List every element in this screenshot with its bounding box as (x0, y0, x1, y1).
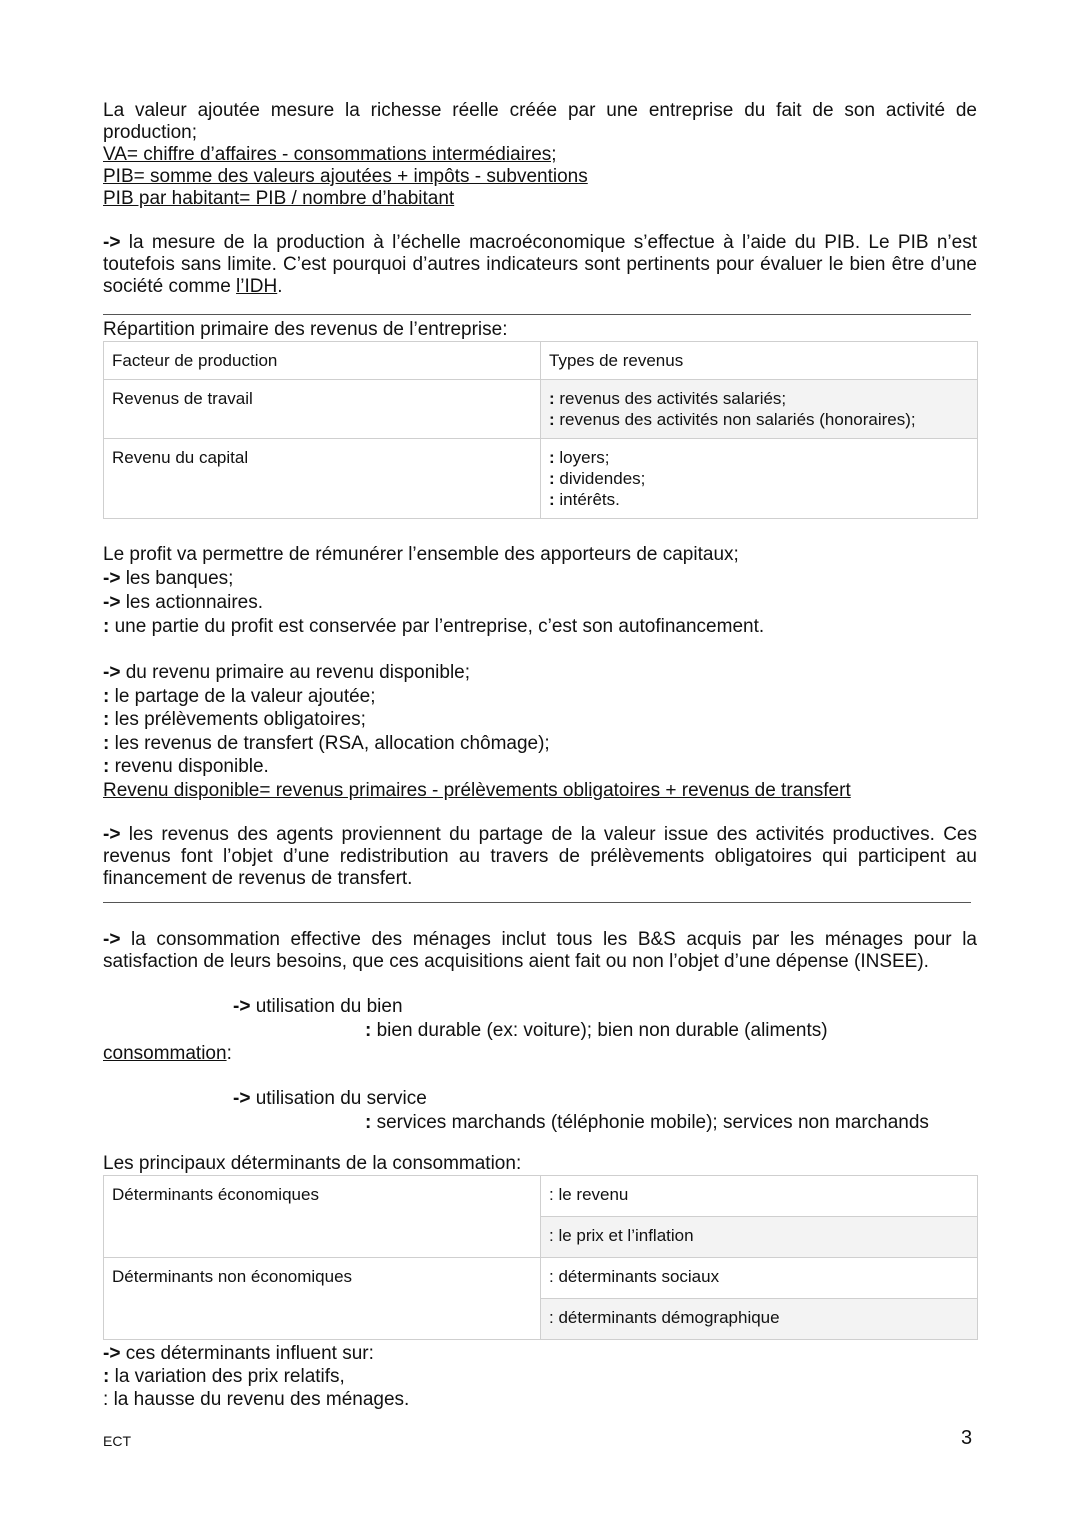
pib-paragraph: -> la mesure de la production à l’échelle macroéconomique s’effectue à l’aide du PIB. Le PIB n’est toutefois sans limite. C’est pourquoi d’autres indicateurs sont pertinents pour évaluer le bien être d’une société comme l’IDH. (103, 232, 977, 297)
row-item: : le revenu (541, 1176, 978, 1217)
list-item: : le partage de la valeur ajoutée; (103, 685, 376, 707)
row-item: : déterminants sociaux (541, 1258, 978, 1299)
table-header-row (104, 342, 978, 380)
list-item: : une partie du profit est conservée par l’entreprise, c’est son autofinancement. (103, 616, 765, 637)
influence-head: -> ces déterminants influent sur: (103, 1343, 374, 1364)
formula-pib-habitant: PIB par habitant= PIB / nombre d’habitant (103, 188, 455, 209)
row-item: : déterminants démographique (541, 1299, 978, 1340)
table-row (104, 1258, 978, 1299)
row-label: Déterminants économiques (104, 1176, 541, 1258)
header-types: Types de revenus (541, 342, 978, 380)
revenus-table (103, 341, 978, 519)
profit-paragraph: Le profit va permettre de rémunérer l’ensemble des apporteurs de capitaux; (103, 544, 739, 565)
va-definition: La valeur ajoutée mesure la richesse réelle créée par une entreprise du fait de son activité de production; (103, 100, 977, 143)
row-items: : revenus des activités salariés; : revenus des activités non salariés (honoraires); (541, 380, 978, 439)
formula-revenu-disponible: Revenu disponible= revenus primaires - prélèvements obligatoires + revenus de transfert (103, 779, 851, 801)
conso-bien-detail: : bien durable (ex: voiture); bien non durable (aliments) (365, 1020, 828, 1041)
determinants-table (103, 1175, 978, 1340)
conso-label: consommation: (103, 1043, 232, 1064)
table-row (104, 1176, 978, 1217)
row-items: : loyers; : dividendes; : intérêts. (541, 439, 978, 519)
formula-pib: PIB= somme des valeurs ajoutées + impôts - subventions (103, 166, 588, 187)
conso-service-detail: : services marchands (téléphonie mobile); services non marchands (365, 1112, 929, 1133)
conso-paragraph: -> la consommation effective des ménages inclut tous les B&S acquis par les ménages pour la satisfaction de leurs besoins, que ces acquisitions aient fait ou non l’objet d’une dépense (INSEE). (103, 929, 977, 972)
page-content (103, 100, 977, 1411)
determinants-table-caption: Les principaux déterminants de la consommation: (103, 1153, 522, 1174)
footer-label: ECT (103, 1433, 131, 1449)
list-item: : les revenus de transfert (RSA, allocation chômage); (103, 732, 550, 754)
conso-bien: -> utilisation du bien (233, 996, 403, 1017)
row-item: : le prix et l’inflation (541, 1217, 978, 1258)
table-row (104, 439, 978, 519)
row-label: Déterminants non économiques (104, 1258, 541, 1340)
page-number: 3 (961, 1427, 973, 1449)
conso-service: -> utilisation du service (233, 1088, 427, 1109)
list-item: : la hausse du revenu des ménages. (103, 1389, 410, 1410)
formula-va: VA= chiffre d’affaires - consommations intermédiaires; (103, 144, 557, 165)
revenus-table-caption: Répartition primaire des revenus de l’entreprise: (103, 319, 508, 340)
row-label: Revenus de travail (104, 380, 541, 439)
list-item: : la variation des prix relatifs, (103, 1366, 345, 1387)
list-item: : revenu disponible. (103, 756, 269, 777)
list-item: : les prélèvements obligatoires; (103, 709, 366, 730)
row-label: Revenu du capital (104, 439, 541, 519)
list-item: -> les banques; (103, 568, 234, 589)
idh-link: l’IDH (236, 276, 278, 297)
list-item: -> les actionnaires. (103, 592, 263, 613)
table-row (104, 380, 978, 439)
arrow-marker: -> (103, 232, 121, 253)
header-facteur: Facteur de production (104, 342, 541, 380)
agents-paragraph: -> les revenus des agents proviennent du partage de la valeur issue des activités productives. Ces revenus font l’objet d’une redistribution au travers de prélèvements obligatoires qui participent au financement de revenus de transfert. (103, 824, 977, 889)
disponible-head: -> du revenu primaire au revenu disponible; (103, 662, 471, 683)
